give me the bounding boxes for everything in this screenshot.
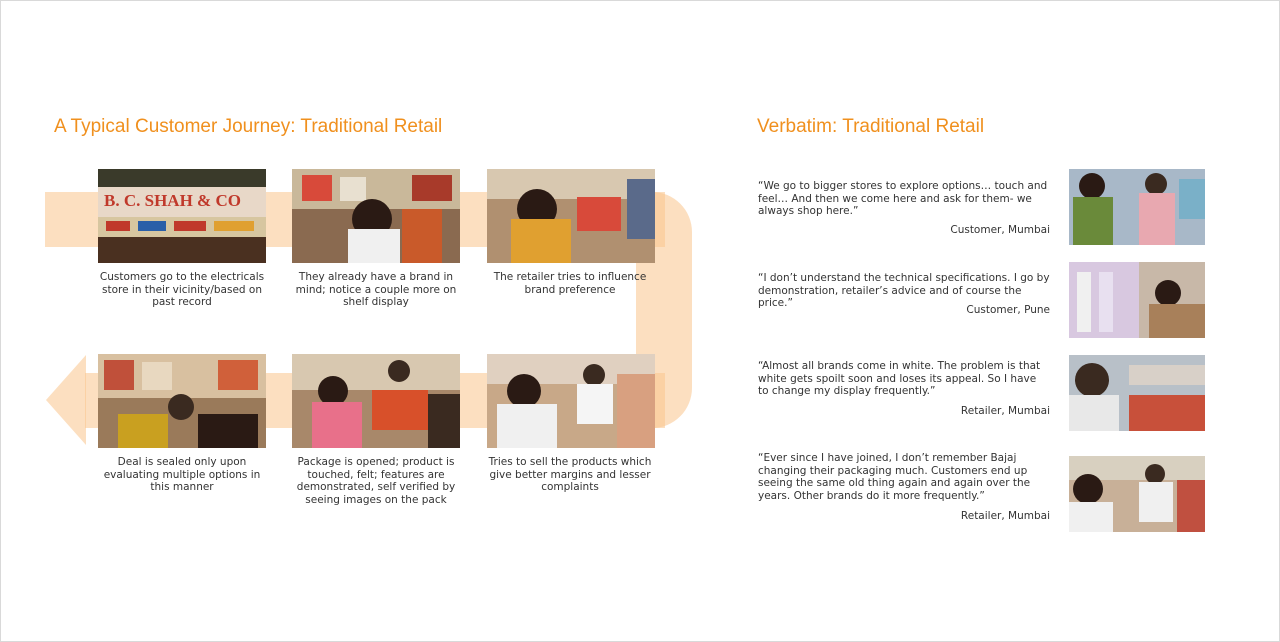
- step-caption: Tries to sell the products which give better margins and lesser complaints: [488, 456, 652, 494]
- verbatim-attribution: Customer, Pune: [966, 304, 1050, 316]
- verbatim-quote: “I don’t understand the technical specifications. I go by demonstration, retailer’s advice and of course the price.”: [758, 272, 1050, 310]
- step-caption: Customers go to the electricals store in their vicinity/based on past record: [99, 271, 265, 309]
- verbatim-photo: [1069, 355, 1205, 431]
- verbatim-quote: “Almost all brands come in white. The problem is that white gets spoilt soon and loses its appeal. So I have to change my display frequently.”: [758, 360, 1041, 398]
- step-caption: They already have a brand in mind; notice a couple more on shelf display: [295, 271, 457, 309]
- package-photo: [292, 354, 460, 448]
- retailer-photo: [487, 169, 655, 263]
- step-caption: Package is opened; product is touched, felt; features are demonstrated, self verified by seeing images on the pack: [296, 456, 456, 506]
- verbatim-photo: [1069, 456, 1205, 532]
- shopfront-photo: [98, 169, 266, 263]
- counter-photo: [487, 354, 655, 448]
- journey-arrow-head: [46, 355, 86, 445]
- verbatim-attribution: Retailer, Mumbai: [960, 510, 1050, 522]
- shopfront-sign: B. C. SHAH & CO: [104, 191, 241, 210]
- verbatim-photo: [1069, 169, 1205, 245]
- verbatim-attribution: Customer, Mumbai: [950, 224, 1050, 236]
- deal-photo: [98, 354, 266, 448]
- shoppers-photo: [292, 169, 460, 263]
- verbatim-quote: “We go to bigger stores to explore options… touch and feel… And then we come here and ask for them- we always shop here.”: [758, 180, 1048, 218]
- step-caption: The retailer tries to influence brand preference: [493, 271, 647, 296]
- verbatim-title: Verbatim: Traditional Retail: [757, 116, 985, 137]
- verbatim-quote: “Ever since I have joined, I don’t remember Bajaj changing their packaging much. Customers end up seeing the same old thing again and again over the years. Other brands do it more frequently.”: [758, 452, 1031, 502]
- verbatim-photo: [1069, 262, 1205, 338]
- step-caption: Deal is sealed only upon evaluating multiple options in this manner: [103, 456, 261, 494]
- journey-title: A Typical Customer Journey: Traditional Retail: [54, 116, 443, 137]
- verbatim-attribution: Retailer, Mumbai: [960, 405, 1050, 417]
